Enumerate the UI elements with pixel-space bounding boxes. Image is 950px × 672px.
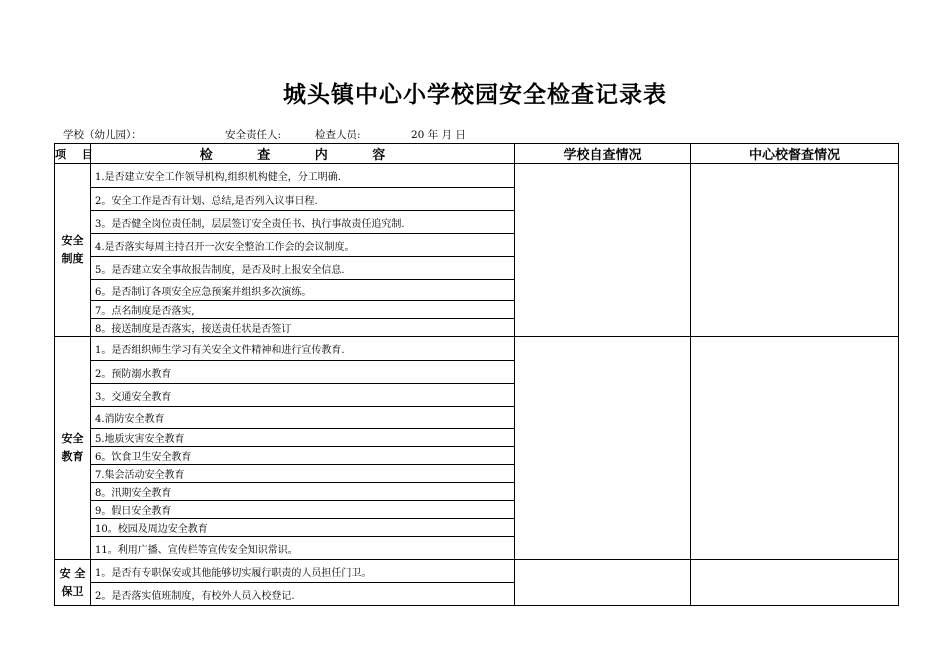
table-body	[55, 164, 899, 606]
table-header-row	[55, 144, 899, 164]
check-item: 8。汛期安全教育	[91, 483, 515, 501]
header-content: 检 查 内 容	[91, 144, 515, 164]
category-cell	[55, 164, 91, 337]
inspection-table	[54, 143, 899, 606]
self-check-cell[interactable]	[515, 560, 691, 606]
self-check-cell[interactable]	[515, 337, 691, 560]
check-item: 4.是否落实每周主持召开一次安全整治工作会的会议制度。	[91, 234, 515, 257]
inspector-label: 检查人员:	[315, 129, 361, 141]
category-label: 保卫	[61, 584, 84, 598]
check-item: 5。是否建立安全事故报告制度，是否及时上报安全信息.	[91, 257, 515, 280]
center-check-cell[interactable]	[691, 560, 899, 606]
school-label: 学校（幼儿园）：	[63, 129, 142, 141]
info-line	[63, 127, 893, 143]
table-row	[55, 560, 899, 583]
check-item: 1.是否建立安全工作领导机构,组织机构健全，分工明确.	[91, 164, 515, 188]
check-item: 7。点名制度是否落实,	[91, 301, 515, 319]
page-title: 城头镇中心小学校园安全检查记录表	[283, 82, 667, 108]
center-check-cell[interactable]	[691, 164, 899, 337]
category-label: 制度	[61, 252, 84, 265]
check-item: 11。利用广播、宣传栏等宣传安全知识常识。	[91, 537, 515, 560]
category-label: 安 全	[59, 566, 86, 580]
header-center-check: 中心校督查情况	[691, 144, 899, 164]
check-item: 3。是否健全岗位责任制，层层签订安全责任书、执行事故责任追究制.	[91, 211, 515, 234]
check-item: 2。安全工作是否有计划、总结,是否列入议事日程.	[91, 188, 515, 211]
check-item: 2。预防溺水教育	[91, 361, 515, 384]
table-row	[55, 337, 899, 361]
check-item: 6。是否制订各项安全应急预案并组织多次演练。	[91, 280, 515, 301]
check-item: 1。是否组织师生学习有关安全文件精神和进行宣传教育.	[91, 337, 515, 361]
category-cell	[55, 560, 91, 606]
category-cell	[55, 337, 91, 560]
check-item: 1。是否有专职保安或其他能够切实履行职责的人员担任门卫。	[91, 560, 515, 583]
center-check-cell[interactable]	[691, 337, 899, 560]
check-item: 9。假日安全教育	[91, 501, 515, 519]
check-item: 3。交通安全教育	[91, 384, 515, 407]
category-label: 安全	[61, 432, 84, 445]
self-check-cell[interactable]	[515, 164, 691, 337]
check-item: 4.消防安全教育	[91, 407, 515, 429]
date-label: 20 年 月 日	[411, 129, 466, 141]
check-item: 7.集会活动安全教育	[91, 465, 515, 483]
category-label: 教育	[61, 450, 84, 463]
check-item: 6。饮食卫生安全教育	[91, 447, 515, 465]
category-label: 安全	[61, 234, 84, 247]
check-item: 2。是否落实值班制度，有校外人员入校登记.	[91, 583, 515, 606]
responsible-label: 安全责任人:	[225, 129, 282, 141]
check-item: 8。接送制度是否落实，接送责任状是否签订	[91, 319, 515, 337]
check-item: 5.地质灾害安全教育	[91, 429, 515, 447]
header-item: 项 目	[55, 144, 91, 164]
check-item: 10。校园及周边安全教育	[91, 519, 515, 537]
table-row	[55, 164, 899, 188]
header-self-check: 学校自查情况	[515, 144, 691, 164]
